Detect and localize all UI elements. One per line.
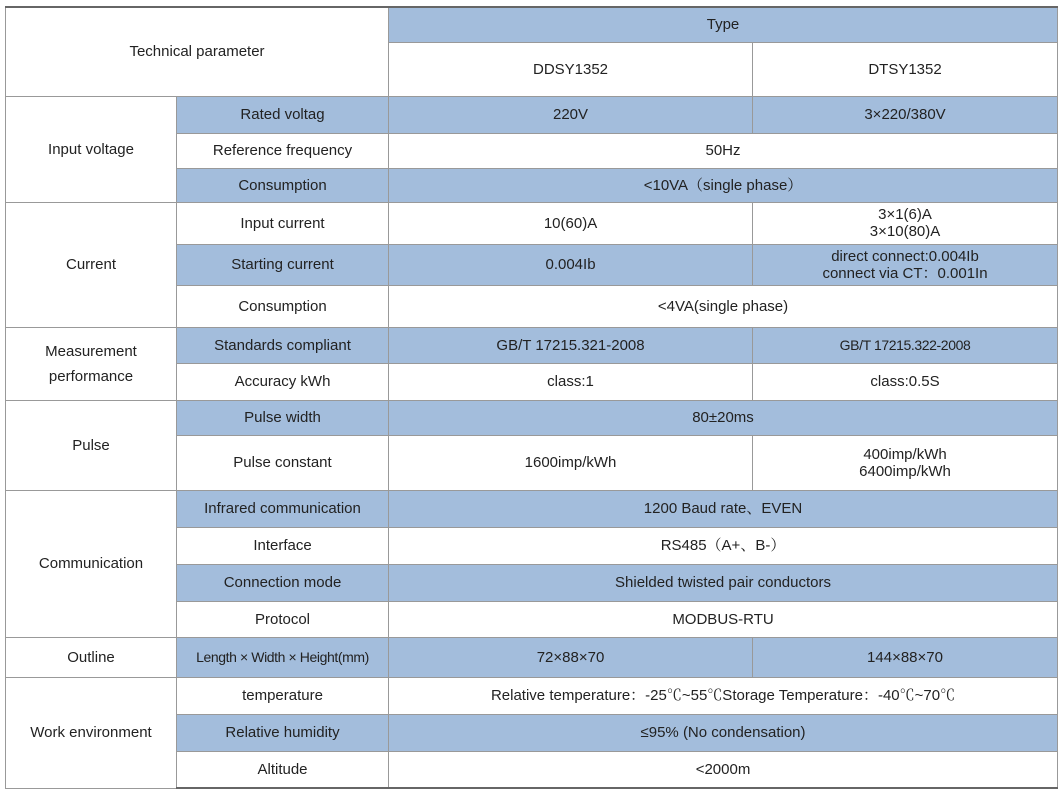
label-pulse-constant: Pulse constant bbox=[177, 435, 389, 490]
header-type: Type bbox=[389, 7, 1058, 42]
value-consumption-current: <4VA(single phase) bbox=[389, 285, 1058, 327]
value-starting-current-dtsy-line1: direct connect:0.004Ib bbox=[831, 247, 979, 265]
value-standards-dtsy: GB/T 17215.322-2008 bbox=[753, 327, 1058, 363]
group-input-voltage: Input voltage bbox=[6, 96, 177, 202]
group-measurement-performance bbox=[6, 327, 177, 400]
label-protocol: Protocol bbox=[177, 601, 389, 637]
group-communication: Communication bbox=[6, 490, 177, 637]
value-dimensions-ddsy: 72×88×70 bbox=[389, 637, 753, 677]
value-accuracy-dtsy: class:0.5S bbox=[753, 363, 1058, 400]
label-connection-mode: Connection mode bbox=[177, 564, 389, 601]
spec-table-container bbox=[5, 6, 1057, 783]
value-pulse-constant-dtsy bbox=[753, 435, 1058, 490]
value-dimensions-dtsy: 144×88×70 bbox=[753, 637, 1058, 677]
value-pulse-constant-dtsy-line2: 6400imp/kWh bbox=[859, 462, 951, 480]
value-consumption-voltage: <10VA（single phase） bbox=[389, 168, 1058, 202]
label-accuracy: Accuracy kWh bbox=[177, 363, 389, 400]
group-measurement-line2: performance bbox=[48, 367, 134, 385]
label-consumption-current: Consumption bbox=[177, 285, 389, 327]
value-pulse-constant-dtsy-line1: 400imp/kWh bbox=[863, 445, 947, 463]
group-current: Current bbox=[6, 202, 177, 327]
label-pulse-width: Pulse width bbox=[177, 400, 389, 435]
header-model-ddsy: DDSY1352 bbox=[389, 42, 753, 96]
value-infrared-communication: 1200 Baud rate、EVEN bbox=[389, 490, 1058, 527]
value-starting-current-dtsy-line2: connect via CT：0.001In bbox=[822, 264, 988, 282]
spec-table bbox=[5, 6, 1058, 789]
value-starting-current-ddsy: 0.004Ib bbox=[389, 244, 753, 285]
label-starting-current: Starting current bbox=[177, 244, 389, 285]
group-measurement-line1: Measurement bbox=[45, 342, 137, 360]
value-rated-voltage-dtsy: 3×220/380V bbox=[753, 96, 1058, 133]
label-dimensions: Length × Width × Height(mm) bbox=[177, 637, 389, 677]
value-protocol: MODBUS-RTU bbox=[389, 601, 1058, 637]
value-accuracy-ddsy: class:1 bbox=[389, 363, 753, 400]
label-infrared-communication: Infrared communication bbox=[177, 490, 389, 527]
label-reference-frequency: Reference frequency bbox=[177, 133, 389, 168]
value-input-current-ddsy: 10(60)A bbox=[389, 202, 753, 244]
value-relative-humidity: ≤95% (No condensation) bbox=[389, 714, 1058, 751]
label-altitude: Altitude bbox=[177, 751, 389, 788]
label-standards-compliant: Standards compliant bbox=[177, 327, 389, 363]
value-altitude: <2000m bbox=[389, 751, 1058, 788]
value-input-current-dtsy-line1: 3×1(6)A bbox=[878, 206, 932, 223]
value-input-current-dtsy-line2: 3×10(80)A bbox=[869, 223, 941, 240]
label-input-current: Input current bbox=[177, 202, 389, 244]
value-temperature: Relative temperature：-25℃~55℃Storage Temperature：-40℃~70℃ bbox=[389, 677, 1058, 714]
group-pulse: Pulse bbox=[6, 400, 177, 490]
value-starting-current-dtsy bbox=[753, 244, 1058, 285]
header-technical-parameter: Technical parameter bbox=[6, 7, 389, 96]
group-work-environment: Work environment bbox=[6, 677, 177, 788]
value-connection-mode: Shielded twisted pair conductors bbox=[389, 564, 1058, 601]
label-consumption-voltage: Consumption bbox=[177, 168, 389, 202]
value-input-current-dtsy bbox=[753, 202, 1058, 244]
value-reference-frequency: 50Hz bbox=[389, 133, 1058, 168]
group-outline: Outline bbox=[6, 637, 177, 677]
label-relative-humidity: Relative humidity bbox=[177, 714, 389, 751]
header-model-dtsy: DTSY1352 bbox=[753, 42, 1058, 96]
value-rated-voltage-ddsy: 220V bbox=[389, 96, 753, 133]
label-temperature: temperature bbox=[177, 677, 389, 714]
label-interface: Interface bbox=[177, 527, 389, 564]
label-rated-voltage: Rated voltag bbox=[177, 96, 389, 133]
value-pulse-width: 80±20ms bbox=[389, 400, 1058, 435]
value-standards-ddsy: GB/T 17215.321-2008 bbox=[389, 327, 753, 363]
value-interface: RS485（A+、B-） bbox=[389, 527, 1058, 564]
value-pulse-constant-ddsy: 1600imp/kWh bbox=[389, 435, 753, 490]
